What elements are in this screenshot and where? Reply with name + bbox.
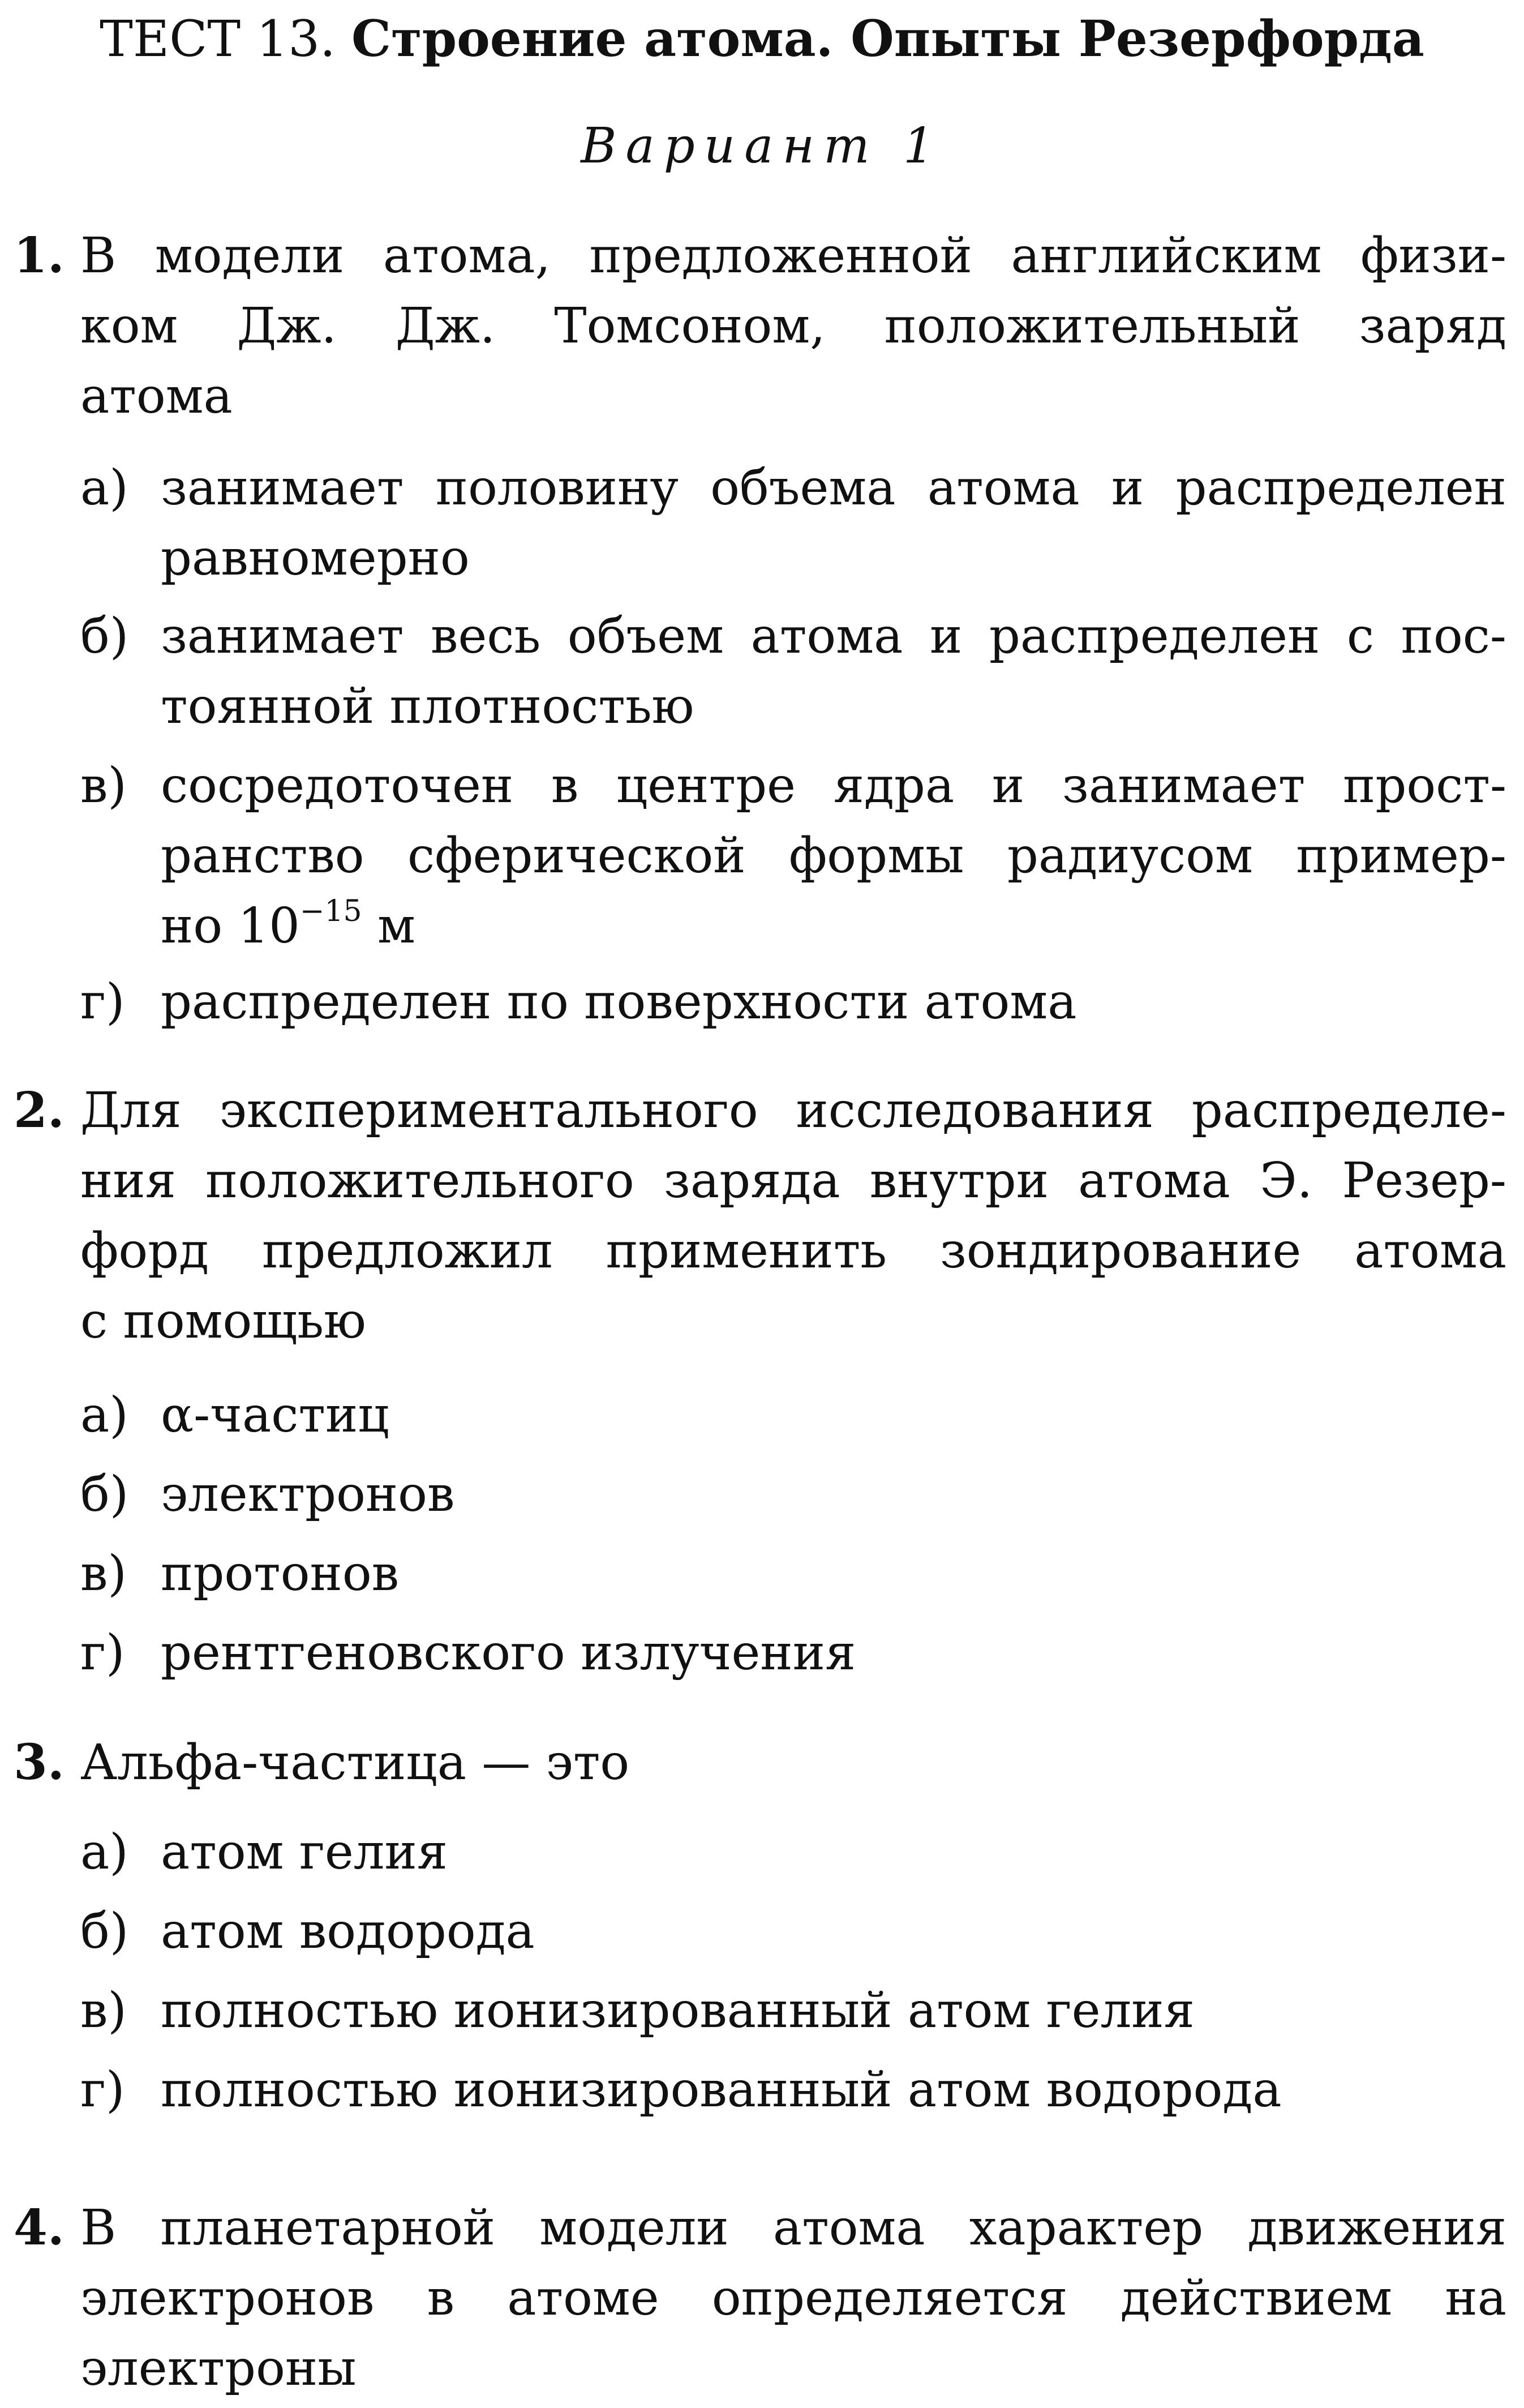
question-text xyxy=(80,2193,1506,2403)
option-line: ранство сферической формы радиусом пример- xyxy=(161,828,1506,884)
option-letter: г) xyxy=(80,1625,125,1681)
option-line: распределен по поверхности атома xyxy=(161,974,1077,1030)
exponent: −15 xyxy=(299,894,362,928)
question-line: электронов в атоме определяется действием на xyxy=(80,2270,1506,2326)
question-text xyxy=(80,1728,1506,1798)
variant-heading: Вариант 1 xyxy=(581,118,943,174)
option-line: занимает весь объем атома и распределен с пос- xyxy=(161,608,1506,665)
option-text xyxy=(161,1976,1506,2046)
option-letter: б) xyxy=(80,1466,129,1523)
test-topic: Строение атома. Опыты Резерфорда xyxy=(351,9,1424,68)
option-text xyxy=(161,1459,1506,1529)
option-text xyxy=(161,601,1506,742)
option-letter: б) xyxy=(80,1903,129,1960)
option-line: электронов xyxy=(161,1466,455,1523)
question-line: ком Дж. Дж. Томсоном, положительный заряд xyxy=(80,298,1506,354)
option-line: рентгеновского излучения xyxy=(161,1625,856,1681)
option-prefix: но 10 xyxy=(161,898,300,954)
question-text xyxy=(80,1076,1506,1356)
question-line: атома xyxy=(80,368,233,425)
option-text xyxy=(161,1817,1506,1887)
option-text xyxy=(161,751,1506,961)
option-text xyxy=(161,2055,1506,2125)
option-letter: а) xyxy=(80,460,128,516)
option-letter: г) xyxy=(80,974,125,1030)
question-number: 1. xyxy=(14,227,65,284)
question-line: электроны xyxy=(80,2340,357,2397)
option-text xyxy=(161,453,1506,593)
question-text xyxy=(80,221,1506,431)
option-text xyxy=(161,1380,1506,1450)
option-letter: а) xyxy=(80,1824,128,1880)
option-line: тоянной плотностью xyxy=(161,678,694,735)
option-line: равномерно xyxy=(161,530,470,586)
option-line-last xyxy=(161,891,1506,961)
option-line: атом водорода xyxy=(161,1903,535,1960)
question-number: 2. xyxy=(14,1082,65,1139)
option-text xyxy=(161,1896,1506,1966)
option-letter: г) xyxy=(80,2062,125,2118)
option-letter: а) xyxy=(80,1387,128,1443)
option-suffix: м xyxy=(362,898,415,954)
question-line: с помощью xyxy=(80,1293,366,1349)
option-text xyxy=(161,967,1506,1037)
option-line: протонов xyxy=(161,1545,400,1602)
page-title xyxy=(0,5,1524,73)
option-letter: б) xyxy=(80,608,129,665)
test-label: ТЕСТ 13. xyxy=(100,10,336,68)
option-line: α-частиц xyxy=(161,1387,389,1443)
option-text xyxy=(161,1618,1506,1688)
question-number: 4. xyxy=(14,2199,65,2256)
question-line: форд предложил применить зондирование атома xyxy=(80,1223,1506,1279)
option-line: сосредоточен в центре ядра и занимает прост- xyxy=(161,757,1506,814)
question-line: Для экспериментального исследования распределе- xyxy=(80,1082,1506,1139)
question-line: В модели атома, предложенной английским физи- xyxy=(80,228,1506,284)
question-number: 3. xyxy=(14,1734,65,1791)
option-line: занимает половину объема атома и распределен xyxy=(161,460,1506,516)
option-letter: в) xyxy=(80,1982,127,2039)
option-line: атом гелия xyxy=(161,1824,448,1880)
option-text xyxy=(161,1539,1506,1609)
option-line: полностью ионизированный атом водорода xyxy=(161,2062,1282,2118)
question-line: В планетарной модели атома характер движения xyxy=(80,2200,1506,2256)
option-letter: в) xyxy=(80,757,127,814)
option-line: полностью ионизированный атом гелия xyxy=(161,1982,1195,2039)
question-line: Альфа-частица — это xyxy=(80,1734,630,1791)
question-line: ния положительного заряда внутри атома Э. Резер- xyxy=(80,1152,1506,1209)
option-letter: в) xyxy=(80,1545,127,1602)
